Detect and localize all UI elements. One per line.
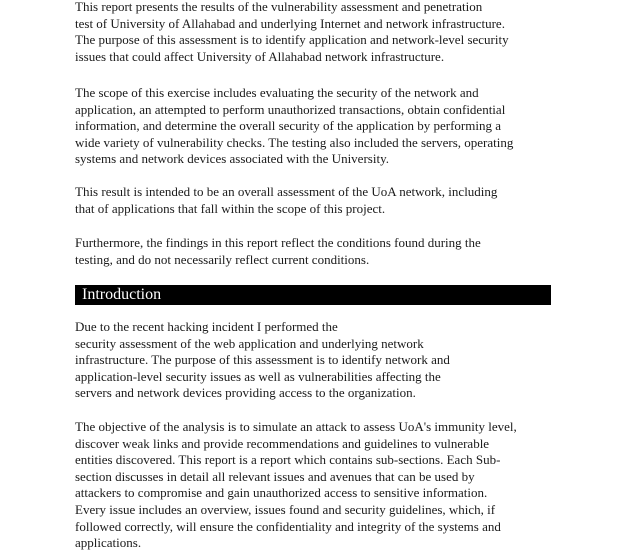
paragraph-introduction — [75, 319, 565, 402]
text-line: infrastructure. The purpose of this assessment is to identify network and — [75, 352, 450, 368]
paragraph-objective — [75, 419, 565, 550]
text-line: issues that could affect University of Allahabad network infrastructure. — [75, 48, 445, 64]
text-line: wide variety of vulnerability checks. The testing also included the servers, operating — [75, 134, 514, 150]
paragraph-intent — [75, 184, 565, 217]
text-line: Due to the recent hacking incident I performed the — [75, 319, 338, 334]
text-line: applications. — [75, 535, 142, 550]
text-line: entities discovered. This report is a report which contains sub-sections. Each Sub- — [75, 452, 501, 468]
text-line: test of University of Allahabad and underlying Internet and network infrastructure. — [75, 15, 505, 31]
text-line: servers and network devices providing access to the organization. — [75, 385, 416, 401]
text-line: Every issue includes an overview, issues found and security guidelines, which, if — [75, 501, 496, 517]
text-line: attackers to compromise and gain unauthorized access to sensitive information. — [75, 485, 488, 501]
section-heading: Introduction — [82, 286, 162, 303]
text-line: that of applications that fall within the scope of this project. — [75, 200, 386, 216]
text-line: section discusses in detail all relevant issues and avenues that can be used by — [75, 468, 475, 484]
text-line: testing, and do not necessarily reflect current conditions. — [75, 251, 370, 267]
text-line: followed correctly, will ensure the confidentiality and integrity of the systems and — [75, 518, 501, 534]
text-line: application-level security issues as well as vulnerabilities affecting the — [75, 368, 441, 384]
text-line: discover weak links and provide recommendations and guidelines to vulnerable — [75, 435, 490, 451]
text-line: The scope of this exercise includes evaluating the security of the network and — [75, 85, 479, 100]
section-heading-bar — [75, 285, 551, 305]
text-line: Furthermore, the findings in this report reflect the conditions found during the — [75, 235, 481, 250]
paragraph-findings — [75, 235, 565, 268]
text-line: information, and determine the overall security of the application by performing a — [75, 118, 501, 134]
paragraph-scope — [75, 85, 565, 168]
text-line: systems and network devices associated with the University. — [75, 151, 389, 167]
text-line: application, an attempted to perform unauthorized transactions, obtain confidential — [75, 101, 506, 117]
paragraph-report-summary — [75, 0, 565, 65]
text-line: This report presents the results of the vulnerability assessment and penetration — [75, 0, 483, 14]
text-line: security assessment of the web application and underlying network — [75, 335, 424, 351]
text-line: The objective of the analysis is to simulate an attack to assess UoA's immunity level, — [75, 419, 517, 434]
text-line: The purpose of this assessment is to identify application and network-level security — [75, 32, 509, 48]
text-line: This result is intended to be an overall assessment of the UoA network, including — [75, 184, 498, 199]
